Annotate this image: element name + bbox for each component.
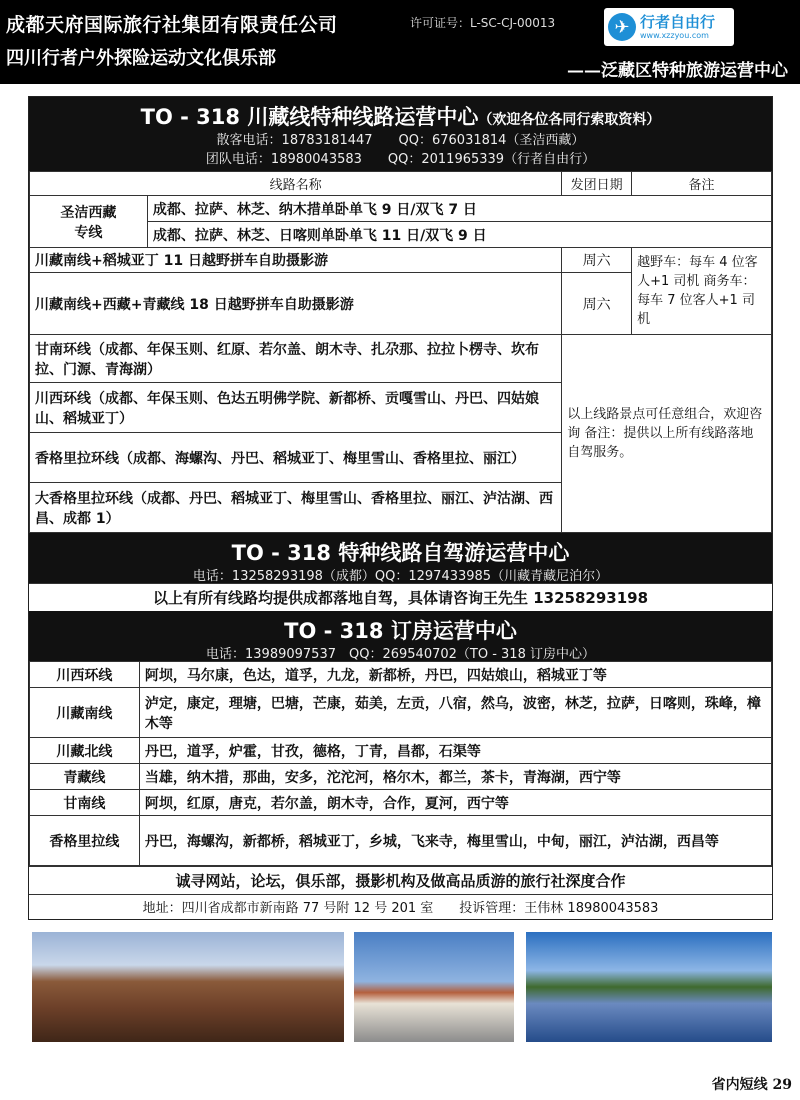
section3-band xyxy=(29,611,772,661)
section2-band xyxy=(29,533,772,583)
main-frame xyxy=(28,96,773,920)
section1-title: TO - 318 川藏线特种线路运营中心（欢迎各位各同行索取资料） xyxy=(140,105,661,129)
section1-phone2: 团队电话：18980043583 QQ：2011965339（行者自由行） xyxy=(205,152,596,167)
center-name: ——泛藏区特种旅游运营中心 xyxy=(567,61,788,81)
booking-line-stops: 当雄，纳木措，那曲，安多，沱沱河，格尔木，都兰，茶卡，青海湖，西宁等 xyxy=(139,764,771,790)
booking-line-name: 青藏线 xyxy=(30,764,140,790)
logo-mark-icon: ✈ xyxy=(608,13,636,41)
photo-strip xyxy=(32,932,772,1042)
self-drive-notice: 以上有所有线路均提供成都落地自驾，具体请咨询王先生 13258293198 xyxy=(29,583,772,611)
table-row xyxy=(30,662,772,688)
table-row xyxy=(30,790,772,816)
route-a: 川藏南线+稻城亚丁 11 日越野拼车自助摄影游 xyxy=(30,248,562,273)
loop-route-3: 香格里拉环线（成都、海螺沟、丹巴、稻城亚丁、梅里雪山、香格里拉、丽江） xyxy=(30,433,562,483)
loop-route-1: 甘南环线（成都、年保玉则、红原、若尔盖、朗木寺、扎尕那、拉拉卜楞寺、坎布拉、门源、青海湖） xyxy=(30,335,562,383)
cooperation-notice: 诚寻网站，论坛，俱乐部，摄影机构及做高品质游的旅行社深度合作 xyxy=(29,866,772,894)
section2-title: TO - 318 特种线路自驾游运营中心 xyxy=(231,541,570,565)
group-route-1: 成都、拉萨、林芝、纳木措单卧单飞 9 日/双飞 7 日 xyxy=(147,196,771,222)
booking-line-name: 甘南线 xyxy=(30,790,140,816)
booking-line-stops: 丹巴，海螺沟，新都桥，稻城亚丁，乡城，飞来寺，梅里雪山，中甸，丽江，泸沽湖，西昌等 xyxy=(139,816,771,866)
club-name: 四川行者户外探险运动文化俱乐部 xyxy=(6,48,276,69)
vehicle-note: 越野车：每车 4 位客人+1 司机 商务车：每车 7 位客人+1 司机 xyxy=(632,248,772,335)
route-b-date: 周六 xyxy=(562,273,632,335)
col-header-note: 备注 xyxy=(632,172,772,196)
table-row xyxy=(30,688,772,738)
table-row xyxy=(30,764,772,790)
section1-band xyxy=(29,97,772,171)
table-row xyxy=(30,738,772,764)
section1-title-note: （欢迎各位各同行索取资料） xyxy=(478,112,661,128)
group-name: 圣洁西藏 专线 xyxy=(30,196,148,248)
photo-lake-mountains xyxy=(526,932,772,1042)
booking-table xyxy=(29,661,772,866)
booking-line-stops: 泸定，康定，理塘，巴塘，芒康，茹美，左贡，八宿，然乌，波密，林芝，拉萨，日喀则，珠峰，樟木等 xyxy=(139,688,771,738)
page-header xyxy=(0,0,800,84)
loops-note: 以上线路景点可任意组合，欢迎咨询 备注：提供以上所有线路落地自驾服务。 xyxy=(562,335,772,533)
company-name: 成都天府国际旅行社集团有限责任公司 xyxy=(6,14,338,36)
section3-title: TO - 318 订房运营中心 xyxy=(284,619,517,643)
col-header-route: 线路名称 xyxy=(30,172,562,196)
address-line: 地址：四川省成都市新南路 77 号附 12 号 201 室 投诉管理：王伟林 18980043583 xyxy=(29,894,772,919)
routes-table xyxy=(29,171,772,533)
section3-phone: 电话：13989097537 QQ：269540702（TO - 318 订房中心） xyxy=(206,647,595,662)
booking-line-stops: 阿坝，红原，唐克，若尔盖，朗木寺，合作，夏河，西宁等 xyxy=(139,790,771,816)
booking-line-stops: 丹巴，道孚，炉霍，甘孜，德格，丁青，昌都，石渠等 xyxy=(139,738,771,764)
booking-line-stops: 阿坝，马尔康，色达，道孚，九龙，新都桥，丹巴，四姑娘山，稻城亚丁等 xyxy=(139,662,771,688)
loop-route-2: 川西环线（成都、年保玉则、色达五明佛学院、新都桥、贡嘎雪山、丹巴、四姑娘山、稻城亚丁） xyxy=(30,383,562,433)
logo-url: www.xzzyou.com xyxy=(640,30,709,40)
route-b: 川藏南线+西藏+青藏线 18 日越野拼车自助摄影游 xyxy=(30,273,562,335)
booking-line-name: 川西环线 xyxy=(30,662,140,688)
booking-line-name: 川藏南线 xyxy=(30,688,140,738)
booking-line-name: 香格里拉线 xyxy=(30,816,140,866)
table-row xyxy=(30,816,772,866)
brand-logo xyxy=(604,8,734,46)
page-number-label: 省内短线 29 xyxy=(711,1077,792,1093)
logo-text: 行者自由行 xyxy=(640,12,716,31)
section2-phone: 电话：13258293198（成都）QQ：1297433985（川藏青藏尼泊尔） xyxy=(192,569,609,584)
col-header-date: 发团日期 xyxy=(562,172,632,196)
license-number: 许可证号：L-SC-CJ-00013 xyxy=(410,16,556,30)
booking-line-name: 川藏北线 xyxy=(30,738,140,764)
route-a-date: 周六 xyxy=(562,248,632,273)
group-route-2: 成都、拉萨、林芝、日喀则单卧单飞 11 日/双飞 9 日 xyxy=(147,222,771,248)
loop-route-4: 大香格里拉环线（成都、丹巴、稻城亚丁、梅里雪山、香格里拉、丽江、泸沽湖、西昌、成都 1） xyxy=(30,483,562,533)
section1-phone1: 散客电话：18783181447 QQ：676031814（圣洁西藏） xyxy=(216,133,585,148)
photo-monastery-hillside xyxy=(32,932,344,1042)
photo-potala-palace xyxy=(354,932,514,1042)
